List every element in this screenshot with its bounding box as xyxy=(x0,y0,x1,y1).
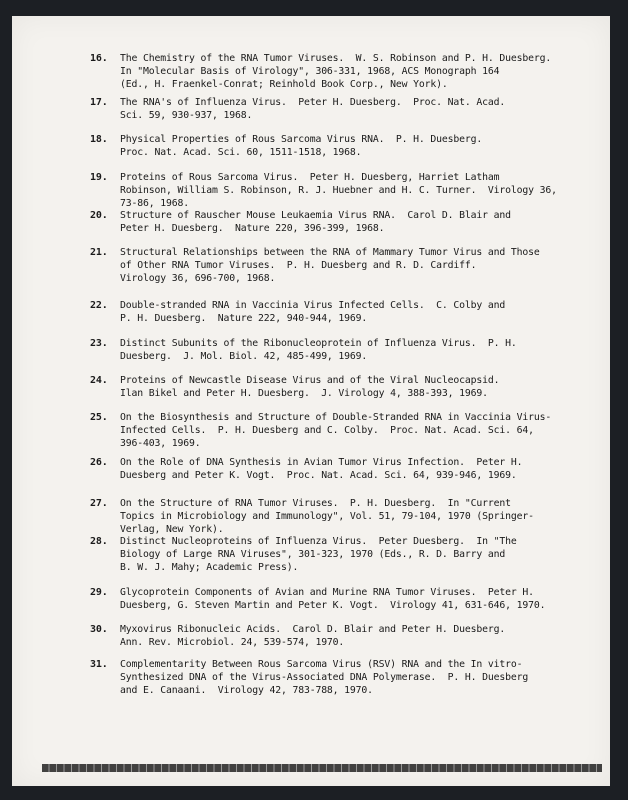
reference-line: Sci. 59, 930-937, 1968. xyxy=(120,110,253,121)
reference-number: 27. xyxy=(90,498,108,509)
reference-line: Glycoprotein Components of Avian and Murine RNA Tumor Viruses. Peter H. xyxy=(120,587,534,598)
reference-line: and E. Canaani. Virology 42, 783-788, 1970. xyxy=(120,685,373,696)
reference-line: Complementarity Between Rous Sarcoma Virus (RSV) RNA and the In vitro- xyxy=(120,659,523,670)
reference-line: Proteins of Rous Sarcoma Virus. Peter H. Duesberg, Harriet Latham xyxy=(120,172,500,183)
reference-text xyxy=(120,96,580,122)
reference-number: 24. xyxy=(90,375,108,386)
reference-text xyxy=(120,52,580,91)
reference-line: On the Structure of RNA Tumor Viruses. P. H. Duesberg. In "Current xyxy=(120,498,511,509)
reference-text xyxy=(120,171,580,210)
reference-line: 73-86, 1968. xyxy=(120,198,189,209)
reference-line: The RNA's of Influenza Virus. Peter H. Duesberg. Proc. Nat. Acad. xyxy=(120,97,506,108)
reference-line: 396-403, 1969. xyxy=(120,438,201,449)
reference-number: 25. xyxy=(90,412,108,423)
reference-line: Distinct Nucleoproteins of Influenza Virus. Peter Duesberg. In "The xyxy=(120,536,517,547)
reference-number: 18. xyxy=(90,134,108,145)
reference-list xyxy=(12,16,610,786)
reference-text xyxy=(120,623,580,649)
reference-text xyxy=(120,246,580,285)
reference-line: On the Role of DNA Synthesis in Avian Tumor Virus Infection. Peter H. xyxy=(120,457,523,468)
reference-number: 19. xyxy=(90,172,108,183)
reference-line: Proteins of Newcastle Disease Virus and of the Viral Nucleocapsid. xyxy=(120,375,500,386)
reference-line: Infected Cells. P. H. Duesberg and C. Colby. Proc. Nat. Acad. Sci. 64, xyxy=(120,425,534,436)
reference-line: B. W. J. Mahy; Academic Press). xyxy=(120,562,299,573)
reference-line: Structure of Rauscher Mouse Leukaemia Virus RNA. Carol D. Blair and xyxy=(120,210,511,221)
reference-number: 30. xyxy=(90,624,108,635)
reference-line: Proc. Nat. Acad. Sci. 60, 1511-1518, 1968. xyxy=(120,147,362,158)
reference-number: 20. xyxy=(90,210,108,221)
reference-number: 28. xyxy=(90,536,108,547)
reference-number: 31. xyxy=(90,659,108,670)
reference-text xyxy=(120,209,580,235)
reference-number: 26. xyxy=(90,457,108,468)
reference-number: 21. xyxy=(90,247,108,258)
reference-text xyxy=(120,497,580,536)
reference-number: 22. xyxy=(90,300,108,311)
reference-line: Distinct Subunits of the Ribonucleoprotein of Influenza Virus. P. H. xyxy=(120,338,517,349)
reference-line: Double-stranded RNA in Vaccinia Virus Infected Cells. C. Colby and xyxy=(120,300,506,311)
reference-text xyxy=(120,535,580,574)
reference-line: (Ed., H. Fraenkel-Conrat; Reinhold Book Corp., New York). xyxy=(120,79,448,90)
reference-number: 16. xyxy=(90,53,108,64)
reference-text xyxy=(120,337,580,363)
reference-text xyxy=(120,411,580,450)
reference-line: Robinson, William S. Robinson, R. J. Huebner and H. C. Turner. Virology 36, xyxy=(120,185,557,196)
reference-line: Myxovirus Ribonucleic Acids. Carol D. Blair and Peter H. Duesberg. xyxy=(120,624,506,635)
reference-line: Topics in Microbiology and Immunology", Vol. 51, 79-104, 1970 (Springer- xyxy=(120,511,534,522)
reference-line: Structural Relationships between the RNA of Mammary Tumor Virus and Those xyxy=(120,247,540,258)
reference-line: Ilan Bikel and Peter H. Duesberg. J. Virology 4, 388-393, 1969. xyxy=(120,388,488,399)
reference-text xyxy=(120,586,580,612)
reference-text xyxy=(120,133,580,159)
reference-line: Verlag, New York). xyxy=(120,524,224,535)
reference-line: Virology 36, 696-700, 1968. xyxy=(120,273,276,284)
reference-line: Biology of Large RNA Viruses", 301-323, 1970 (Eds., R. D. Barry and xyxy=(120,549,506,560)
reference-line: Peter H. Duesberg. Nature 220, 396-399, 1968. xyxy=(120,223,385,234)
reference-line: The Chemistry of the RNA Tumor Viruses. W. S. Robinson and P. H. Duesberg. xyxy=(120,53,552,64)
reference-line: Ann. Rev. Microbiol. 24, 539-574, 1970. xyxy=(120,637,345,648)
reference-line: Duesberg. J. Mol. Biol. 42, 485-499, 1969. xyxy=(120,351,368,362)
reference-line: P. H. Duesberg. Nature 222, 940-944, 1969. xyxy=(120,313,368,324)
page-bottom-edge xyxy=(42,764,602,772)
reference-line: Synthesized DNA of the Virus-Associated DNA Polymerase. P. H. Duesberg xyxy=(120,672,529,683)
reference-line: In "Molecular Basis of Virology", 306-331, 1968, ACS Monograph 164 xyxy=(120,66,500,77)
reference-number: 17. xyxy=(90,97,108,108)
reference-text xyxy=(120,374,580,400)
reference-text xyxy=(120,456,580,482)
reference-line: Duesberg and Peter K. Vogt. Proc. Nat. Acad. Sci. 64, 939-946, 1969. xyxy=(120,470,517,481)
reference-line: of Other RNA Tumor Viruses. P. H. Duesberg and R. D. Cardiff. xyxy=(120,260,477,271)
reference-line: Duesberg, G. Steven Martin and Peter K. Vogt. Virology 41, 631-646, 1970. xyxy=(120,600,546,611)
reference-line: On the Biosynthesis and Structure of Double-Stranded RNA in Vaccinia Virus- xyxy=(120,412,552,423)
reference-line: Physical Properties of Rous Sarcoma Virus RNA. P. H. Duesberg. xyxy=(120,134,483,145)
reference-number: 23. xyxy=(90,338,108,349)
reference-text xyxy=(120,299,580,325)
reference-text xyxy=(120,658,580,697)
document-page xyxy=(12,16,610,786)
reference-number: 29. xyxy=(90,587,108,598)
